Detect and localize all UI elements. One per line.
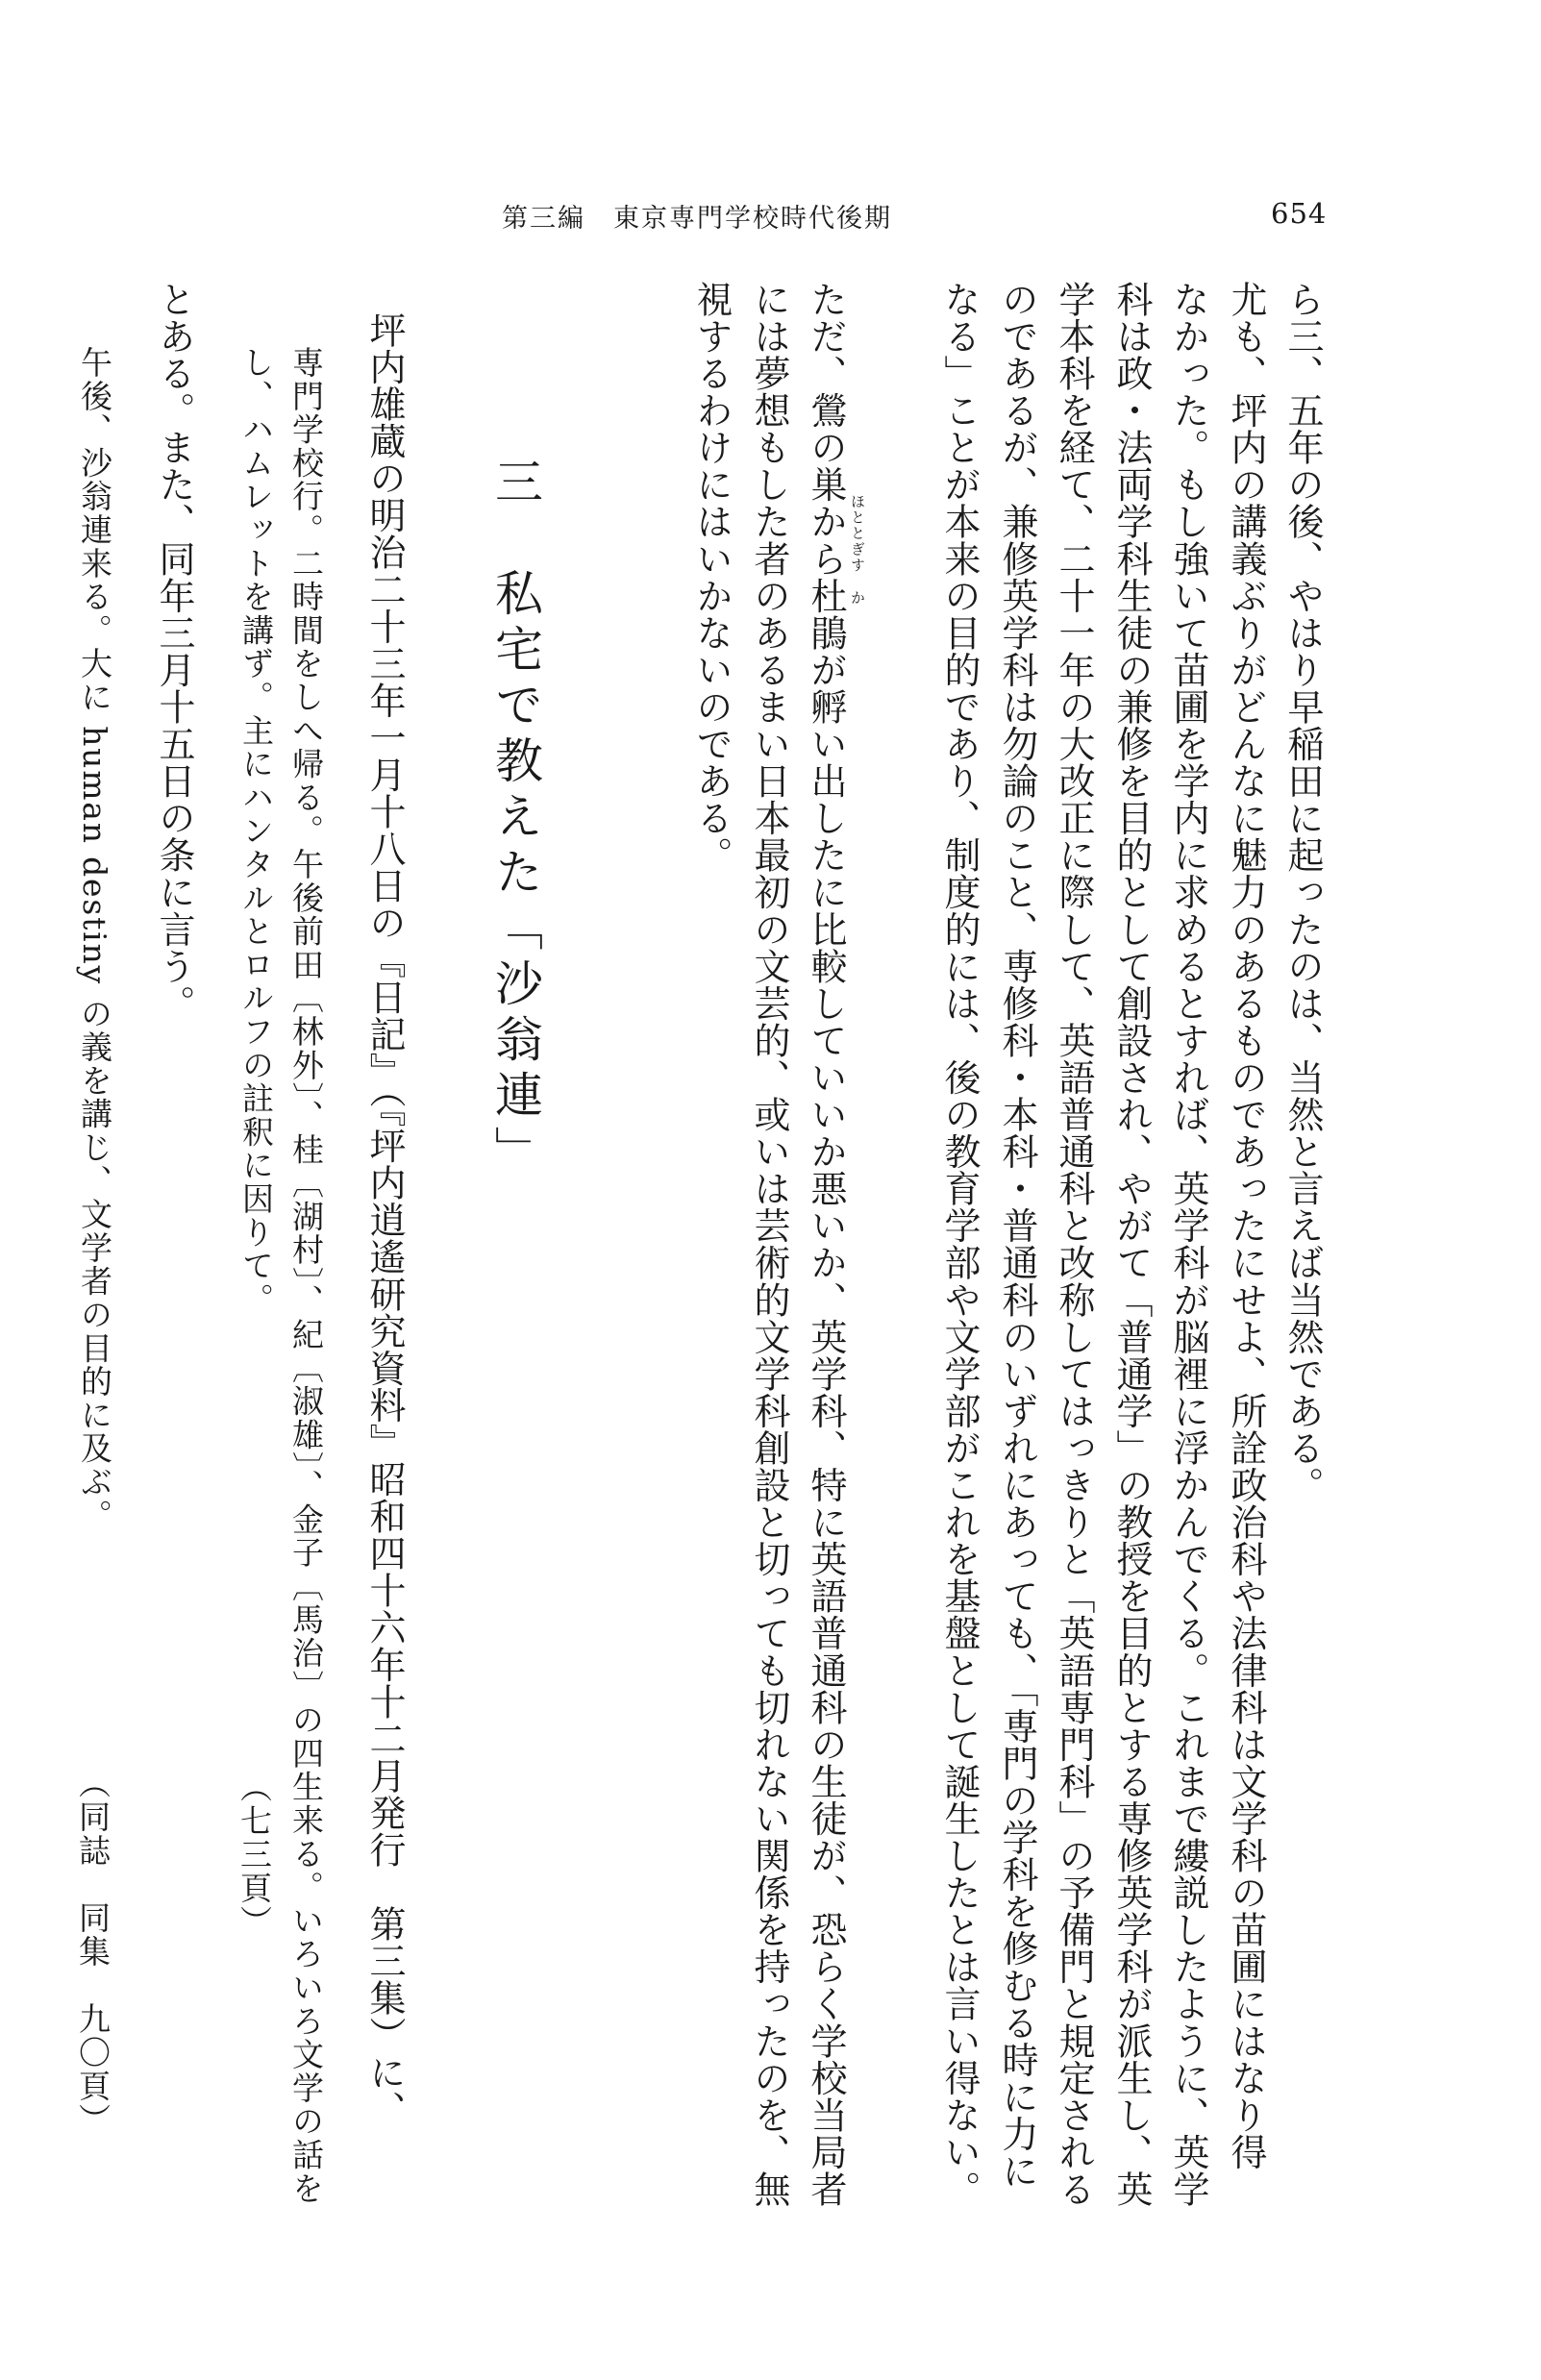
diary-quote-3: 午後、沙翁連来る。大に human destiny の義を講じ、文学者の目的に及ぶ。 bbox=[76, 346, 113, 1533]
ruby-reading-1: ほととぎす bbox=[849, 494, 866, 574]
body-after-quote: とある。また、同年三月十五日の条に言う。 bbox=[153, 281, 195, 1022]
section-heading: 三 私宅で教えた「沙翁連」 bbox=[487, 457, 543, 1181]
body-column-5: 学本科を経て、二十一年の大改正に際して、英語普通科と改称してはっきりと「英語専門科」の予備門と規定される bbox=[1053, 281, 1095, 2208]
body-column-4: 科は政・法両学科生徒の兼修を目的として創設され、やがて「普通学」の教授を目的とする専修英学科が派生し、英 bbox=[1110, 281, 1153, 2208]
body-column-8: ただ、鶯の巣から杜鵑が孵い出したに比較していいか悪いか、英学科、特に英語普通科の生徒が、恐らく学校当局者 bbox=[805, 281, 847, 2208]
running-header-title: 第三編 東京専門学校時代後期 bbox=[502, 204, 892, 234]
diary-quote-1: 専門学校行。二時間をしへ帰る。午後前田〔林外〕、桂〔湖村〕、紀〔淑雄〕、金子〔馬治〕の四生来る。いろいろ文学の話を bbox=[287, 346, 325, 2206]
body-column-10: 視するわけにはいかないのである。 bbox=[690, 281, 733, 874]
body-column-9: には夢想もした者のあるまい日本最初の文芸的、或いは芸術的文学科創設と切っても切れない関係を持ったのを、無 bbox=[748, 281, 790, 2208]
body-column-2: 尤も、坪内の講義ぶりがどんなに魅力のあるものであったにせよ、所詮政治科や法律科は文学科の苗圃にはなり得 bbox=[1225, 281, 1267, 2171]
citation-page-90: （同誌 同集 九〇頁） bbox=[74, 1767, 112, 2137]
citation-page-73: （七三頁） bbox=[236, 1771, 273, 1939]
ruby-reading-2: か bbox=[849, 590, 866, 606]
diary-quote-2: し、ハムレットを講ず。主にハンタルとロルフの註釈に因りて。 bbox=[237, 346, 275, 1317]
page-number: 654 bbox=[1271, 197, 1328, 230]
diary-intro: 坪内雄蔵の明治二十三年一月十八日の『日記』（『坪内逍遙研究資料』昭和四十六年十二月発行 第三集）に、 bbox=[363, 311, 406, 2128]
body-column-1: ら三、五年の後、やはり早稲田に起ったのは、当然と言えば当然である。 bbox=[1281, 281, 1324, 1504]
body-column-6: のであるが、兼修英学科は勿論のこと、専修科・本科・普通科のいずれにあっても、「専門の学科を修むる時に力に bbox=[996, 281, 1038, 2190]
body-column-7: なる」ことが本来の目的であり、制度的には、後の教育学部や文学部がこれを基盤として誕生したとは言い得ない。 bbox=[938, 281, 981, 2208]
body-column-3: なかった。もし強いて苗圃を学内に求めるとすれば、英学科が脳裡に浮かんでくる。これまで縷説したように、英学 bbox=[1167, 281, 1209, 2208]
